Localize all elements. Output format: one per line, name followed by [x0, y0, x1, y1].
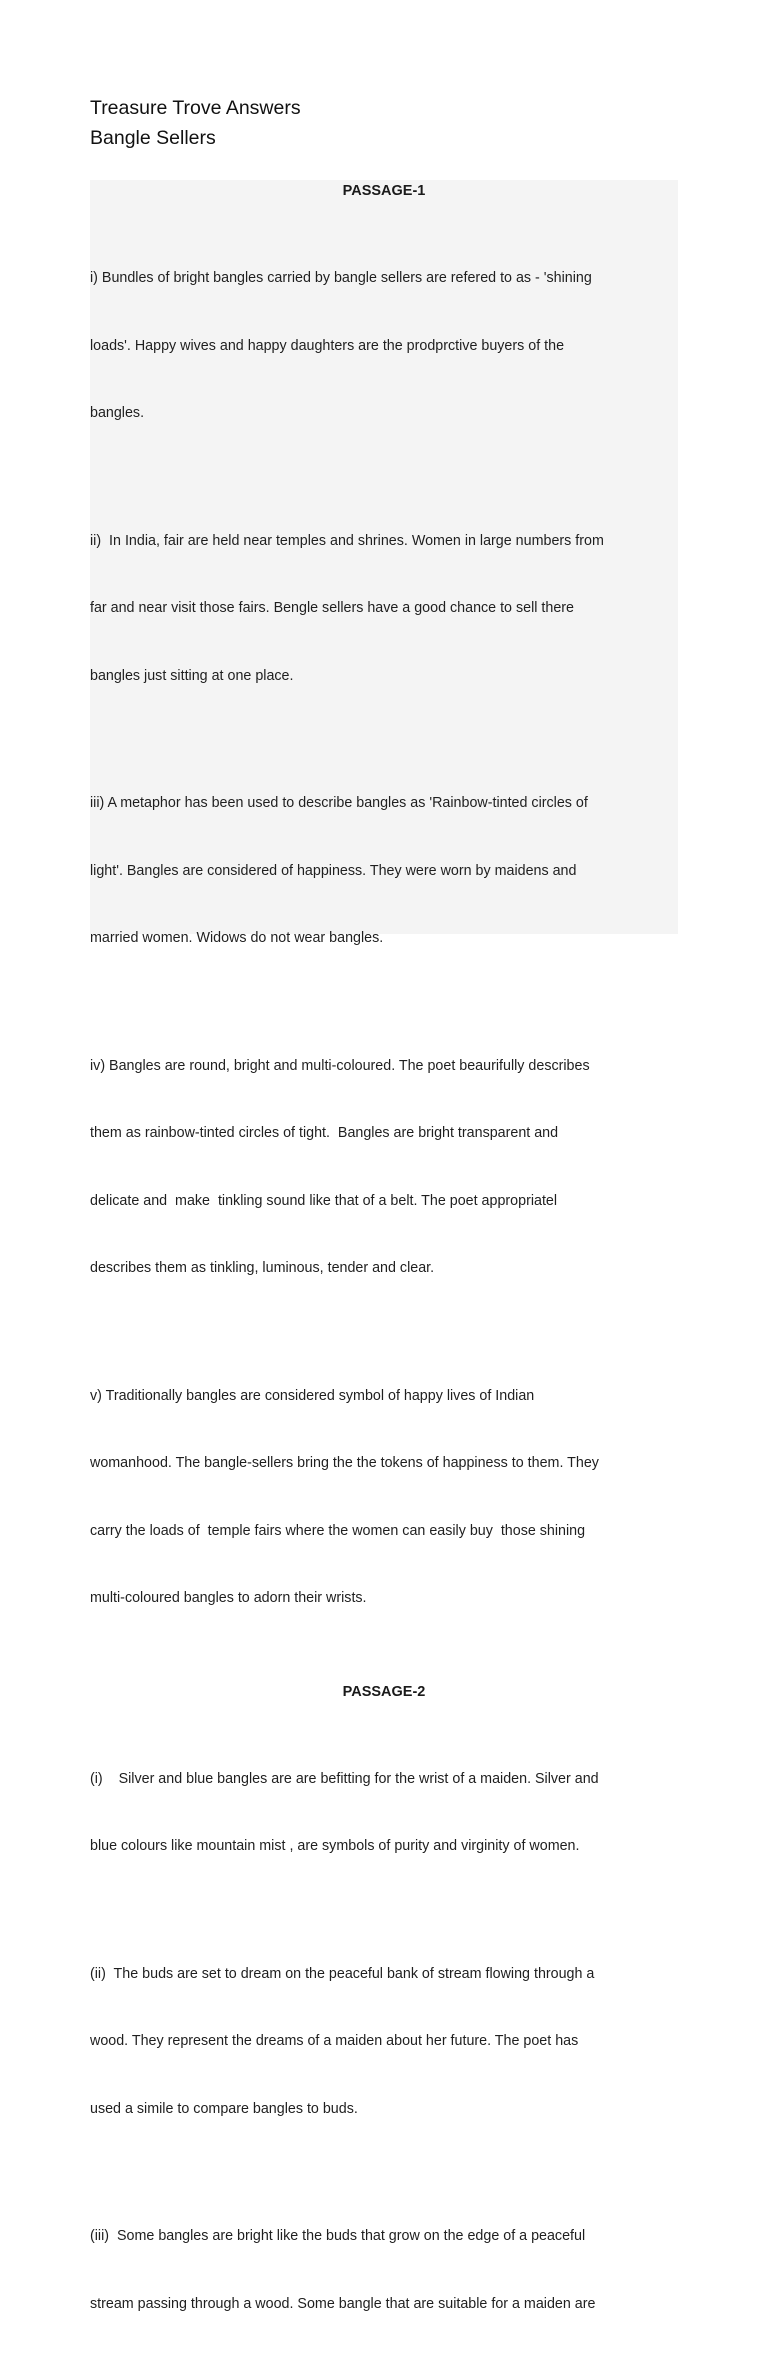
passage-1-answer-iv: [90, 1010, 678, 1325]
passage-1-answer-iii: [90, 747, 678, 995]
answer-line: delicate and make tinkling sound like that of a belt. The poet appropriatel: [90, 1190, 678, 1213]
answer-line: wood. They represent the dreams of a maiden about her future. The poet has: [90, 2030, 678, 2053]
passage-2-answer-iii: [90, 2180, 678, 2360]
answer-line: blue colours like mountain mist , are symbols of purity and virginity of women.: [90, 1835, 678, 1858]
passage-1-answer-ii: [90, 485, 678, 733]
answer-line: i) Bundles of bright bangles carried by bangle sellers are refered to as - 'shining: [90, 267, 678, 290]
passage-2-answer-i: [90, 1723, 678, 1903]
answer-line: iii) A metaphor has been used to describe bangles as 'Rainbow-tinted circles of: [90, 792, 678, 815]
answer-line: stream passing through a wood. Some bangle that are suitable for a maiden are: [90, 2293, 678, 2316]
answer-line: carry the loads of temple fairs where the women can easily buy those shining: [90, 1520, 678, 1543]
answer-line: light'. Bangles are considered of happiness. They were worn by maidens and: [90, 860, 678, 883]
answer-line: womanhood. The bangle-sellers bring the the tokens of happiness to them. They: [90, 1452, 678, 1475]
answer-line: loads'. Happy wives and happy daughters are the prodprctive buyers of the: [90, 335, 678, 358]
answer-line: married women. Widows do not wear bangles.: [90, 927, 678, 950]
answer-line: ii) In India, fair are held near temples and shrines. Women in large numbers from: [90, 530, 678, 553]
answer-line: far and near visit those fairs. Bengle sellers have a good chance to sell there: [90, 597, 678, 620]
answer-line: (i) Silver and blue bangles are are befitting for the wrist of a maiden. Silver and: [90, 1768, 678, 1791]
passage-1-answer-i: [90, 222, 678, 470]
passage-1-answers: [90, 222, 678, 1655]
title-line-treasure-trove: Treasure Trove Answers: [90, 93, 301, 123]
answer-line: them as rainbow-tinted circles of tight. Bangles are bright transparent and: [90, 1122, 678, 1145]
answer-line: iv) Bangles are round, bright and multi-coloured. The poet beaurifully describes: [90, 1055, 678, 1078]
passage-2-heading: PASSAGE-2: [90, 1681, 678, 1703]
title-line-bangle-sellers: Bangle Sellers: [90, 123, 301, 153]
answer-line: (ii) The buds are set to dream on the peaceful bank of stream flowing through a: [90, 1963, 678, 1986]
answer-line: v) Traditionally bangles are considered symbol of happy lives of Indian: [90, 1385, 678, 1408]
answer-line: describes them as tinkling, luminous, tender and clear.: [90, 1257, 678, 1280]
answer-line: multi-coloured bangles to adorn their wrists.: [90, 1587, 678, 1610]
passage-2-answers: [90, 1723, 678, 2360]
answer-line: used a simile to compare bangles to buds.: [90, 2098, 678, 2121]
passage-1-answer-v: [90, 1340, 678, 1655]
document-title: [90, 93, 301, 153]
passage-1-heading: PASSAGE-1: [90, 180, 678, 202]
answer-line: bangles just sitting at one place.: [90, 665, 678, 688]
answer-line: (iii) Some bangles are bright like the buds that grow on the edge of a peaceful: [90, 2225, 678, 2248]
passage-2-answer-ii: [90, 1918, 678, 2166]
answers-content-box: [90, 180, 678, 934]
answer-line: bangles.: [90, 402, 678, 425]
